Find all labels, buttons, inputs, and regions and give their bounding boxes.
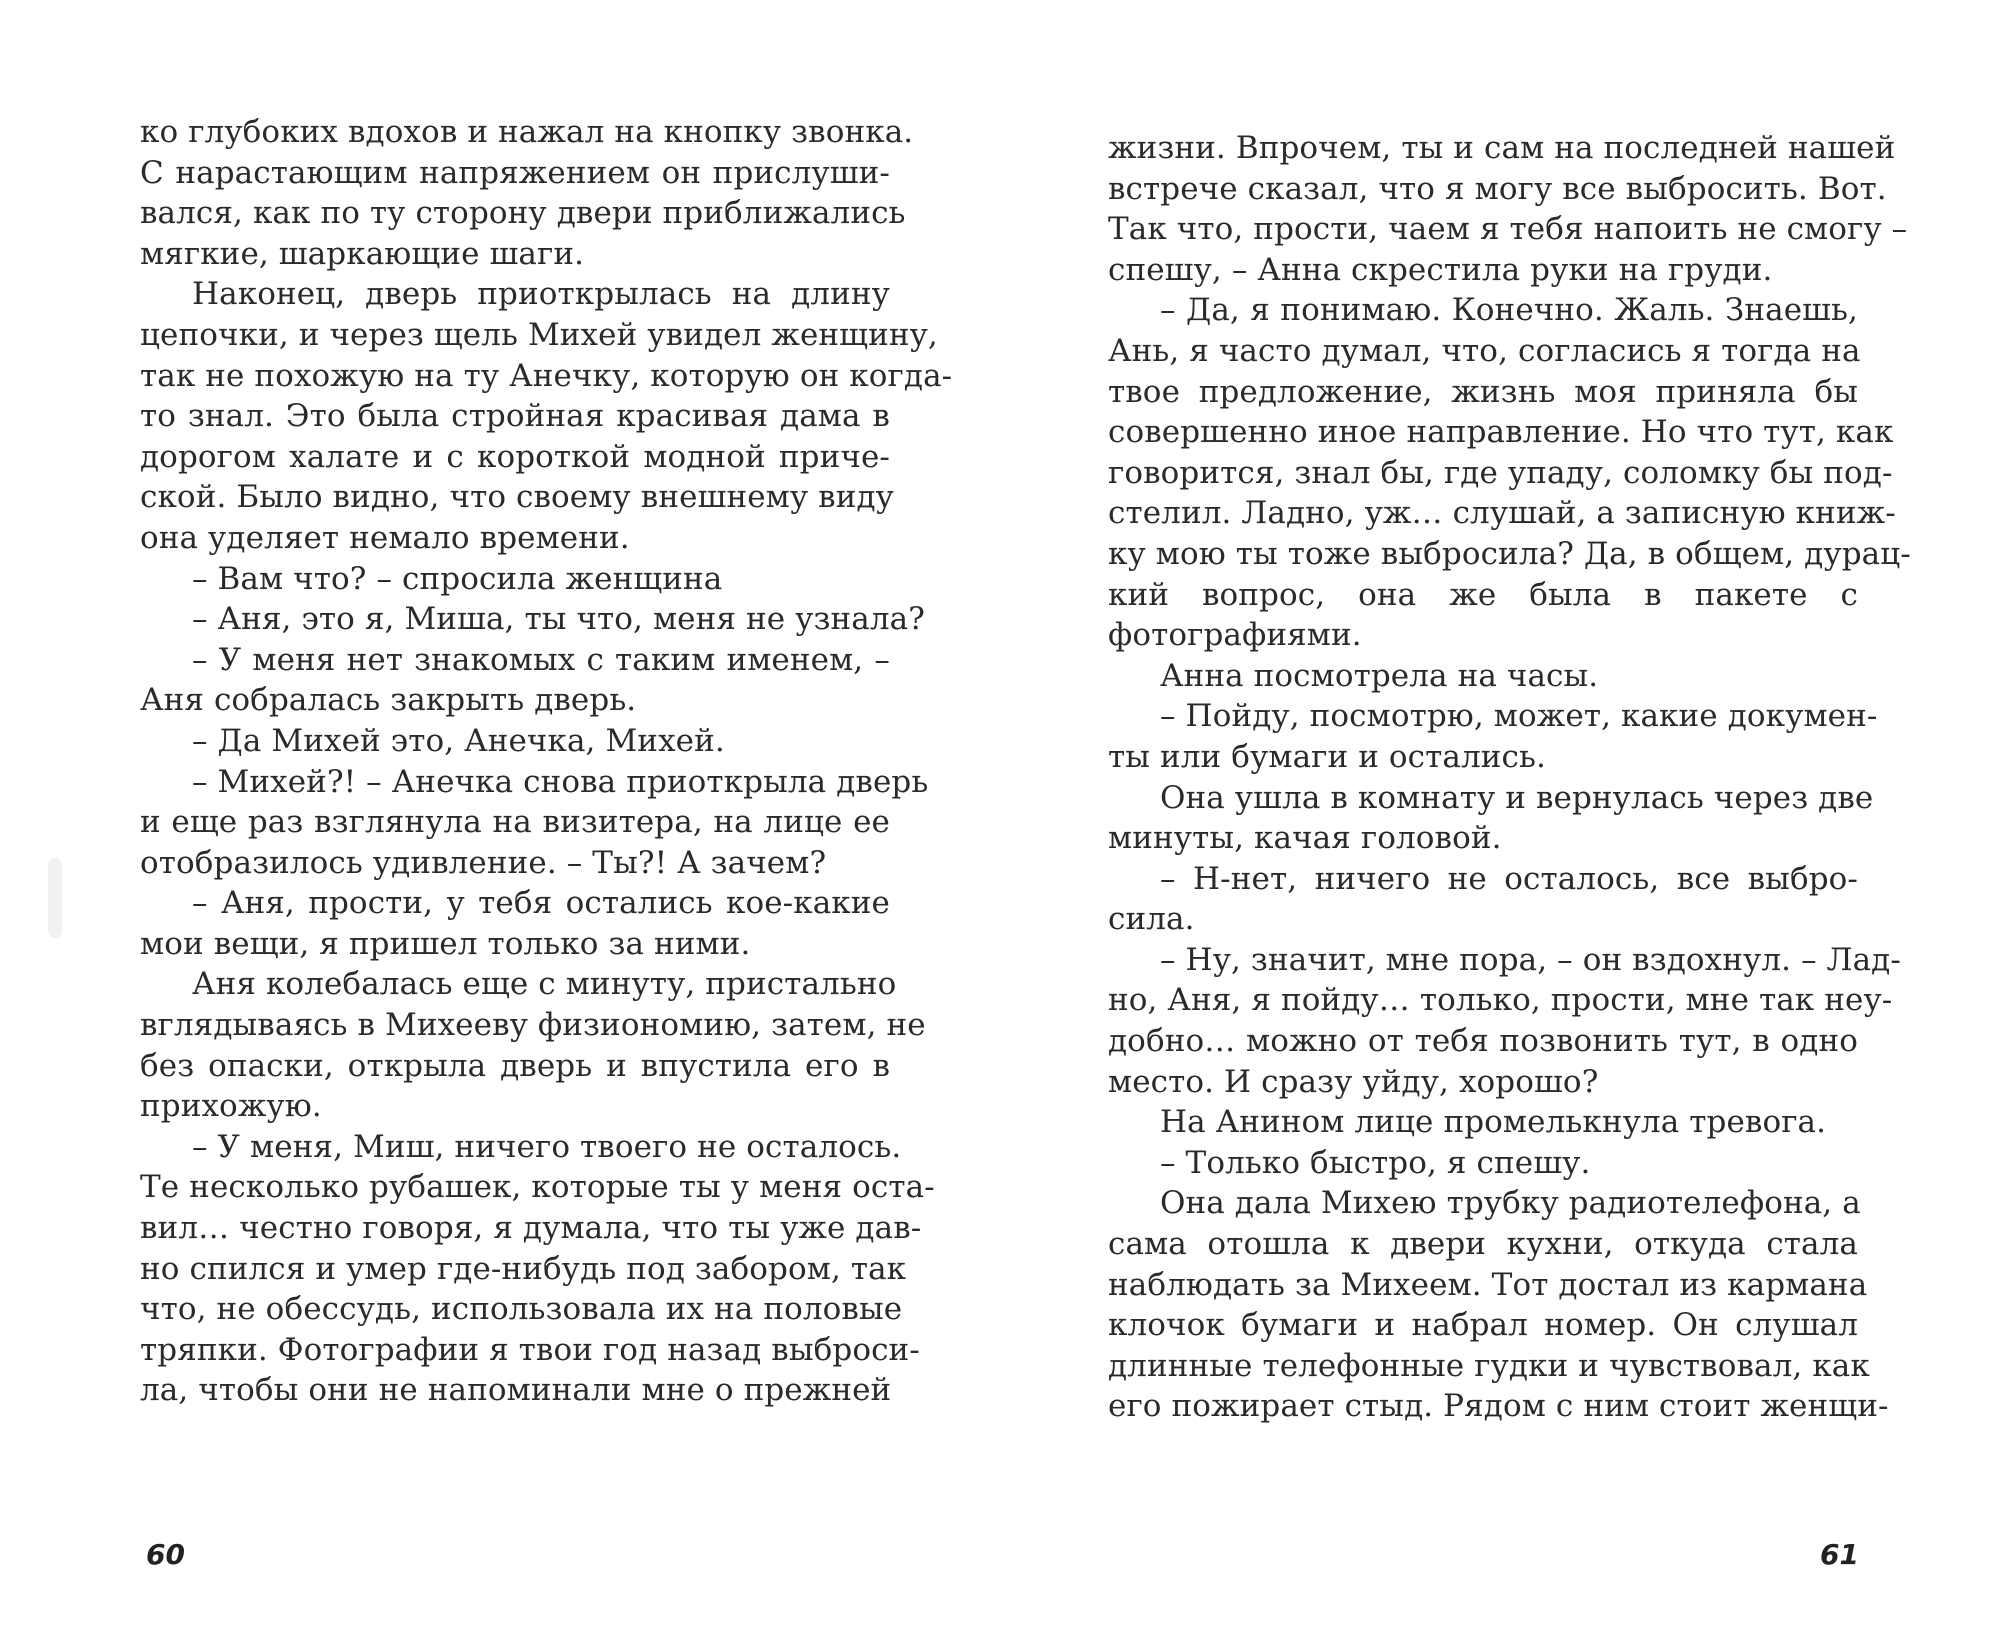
text-line: – Ну, значит, мне пора, – он вздохнул. – Лад-	[1160, 941, 1901, 978]
right-page-number: 61	[1820, 1538, 1859, 1571]
text-line: твое предложение, жизнь моя приняла бы	[1108, 373, 1858, 410]
text-line: сама отошла к двери кухни, откуда стала	[1108, 1226, 1858, 1263]
text-line: совершенно иное направление. Но что тут, как	[1108, 414, 1894, 451]
text-line: его пожирает стыд. Рядом с ним стоит женщи-	[1108, 1388, 1889, 1425]
right-page	[1000, 0, 2000, 1648]
text-line: Ань, я часто думал, что, согласись я тогда на	[1108, 332, 1861, 369]
text-line: – Аня, это я, Миша, ты что, меня не узнала?	[192, 601, 925, 638]
text-line: – Да Михей это, Анечка, Михей.	[192, 722, 725, 759]
text-line: – Н-нет, ничего не осталось, все выбро-	[1160, 860, 1858, 897]
text-line: – Да, я понимаю. Конечно. Жаль. Знаешь,	[1160, 292, 1858, 329]
text-line: без опаски, открыла дверь и впустила его в	[140, 1047, 890, 1084]
text-line: – Пойду, посмотрю, может, какие докумен-	[1160, 698, 1878, 735]
text-line: дорогом халате и с короткой модной приче-	[140, 438, 890, 475]
text-line: Так что, прости, чаем я тебя напоить не смогу –	[1108, 211, 1908, 248]
text-line: – Михей?! – Анечка снова приоткрыла дверь	[192, 763, 929, 800]
text-line: место. И сразу уйду, хорошо?	[1108, 1063, 1599, 1100]
text-line: тряпки. Фотографии я твои год назад выброси-	[140, 1331, 920, 1368]
text-line: кий вопрос, она же была в пакете с	[1108, 576, 1858, 613]
text-line: сила.	[1108, 901, 1195, 938]
text-line: ко глубоких вдохов и нажал на кнопку звонка.	[140, 114, 914, 150]
text-line: что, не обессудь, использовала их на половые	[140, 1291, 903, 1328]
right-page-text	[1108, 128, 1911, 1427]
text-line: отобразилось удивление. – Ты?! А зачем?	[140, 844, 827, 881]
text-line: На Анином лице промелькнула тревога.	[1160, 1104, 1827, 1141]
text-line: клочок бумаги и набрал номер. Он слушал	[1108, 1307, 1858, 1344]
left-page-text	[140, 112, 953, 1411]
text-line: вил… честно говоря, я думала, что ты уже дав-	[140, 1210, 922, 1247]
text-line: прихожую.	[140, 1088, 322, 1125]
text-line: но, Аня, я пойду… только, прости, мне так неу-	[1108, 982, 1893, 1019]
text-line: стелил. Ладно, уж… слушай, а записную книж-	[1108, 495, 1896, 532]
text-line: Наконец, дверь приоткрылась на длину	[192, 276, 890, 313]
text-line: мои вещи, я пришел только за ними.	[140, 925, 751, 962]
left-page-number: 60	[146, 1538, 185, 1571]
text-line: Она ушла в комнату и вернулась через две	[1160, 779, 1874, 816]
text-line: но спился и умер где-нибудь под забором, так	[140, 1250, 907, 1287]
text-line: встрече сказал, что я могу все выбросить. Вот.	[1108, 170, 1887, 207]
text-line: – У меня нет знакомых с таким именем, –	[192, 641, 890, 678]
text-line: С нарастающим напряжением он прислуши-	[140, 154, 890, 191]
text-line: – Вам что? – спросила женщина	[192, 560, 723, 597]
text-line: цепочки, и через щель Михей увидел женщину,	[140, 316, 938, 353]
text-line: – Аня, прости, у тебя остались кое-какие	[192, 885, 890, 922]
text-line: Аня собралась закрыть дверь.	[140, 682, 637, 719]
text-line: – Только быстро, я спешу.	[1160, 1144, 1591, 1181]
text-line: и еще раз взглянула на визитера, на лице ее	[140, 804, 890, 841]
text-line: Аня колебалась еще с минуту, пристально	[192, 966, 897, 1003]
text-line: так не похожую на ту Анечку, которую он когда-	[140, 357, 953, 394]
binding-shadow	[48, 858, 62, 938]
text-line: говорится, знал бы, где упаду, соломку бы под-	[1108, 454, 1893, 491]
text-line: спешу, – Анна скрестила руки на груди.	[1108, 251, 1773, 288]
text-line: Анна посмотрела на часы.	[1160, 657, 1599, 694]
text-line: наблюдать за Михеем. Тот достал из кармана	[1108, 1266, 1868, 1303]
text-line: ку мою ты тоже выбросила? Да, в общем, дурац-	[1108, 535, 1911, 572]
text-line: фотографиями.	[1108, 617, 1362, 654]
text-line: вглядываясь в Михееву физиономию, затем, не	[140, 1007, 926, 1044]
text-line: ла, чтобы они не напоминали мне о прежней	[140, 1372, 892, 1409]
text-line: ской. Было видно, что своему внешнему виду	[140, 479, 894, 516]
text-line: – У меня, Миш, ничего твоего не осталось.	[192, 1128, 902, 1165]
text-line: длинные телефонные гудки и чувствовал, как	[1108, 1347, 1870, 1384]
text-line: она уделяет немало времени.	[140, 519, 630, 556]
text-line: Она дала Михею трубку радиотелефона, а	[1160, 1185, 1861, 1222]
text-line: мягкие, шаркающие шаги.	[140, 235, 585, 272]
text-line: минуты, качая головой.	[1108, 820, 1502, 857]
text-line: вался, как по ту сторону двери приближались	[140, 195, 906, 232]
text-line: жизни. Впрочем, ты и сам на последней нашей	[1108, 130, 1896, 166]
text-line: Те несколько рубашек, которые ты у меня оста-	[140, 1169, 935, 1206]
text-line: ты или бумаги и остались.	[1108, 738, 1546, 775]
text-line: то знал. Это была стройная красивая дама в	[140, 398, 890, 435]
text-line: добно… можно от тебя позвонить тут, в одно	[1108, 1023, 1858, 1060]
